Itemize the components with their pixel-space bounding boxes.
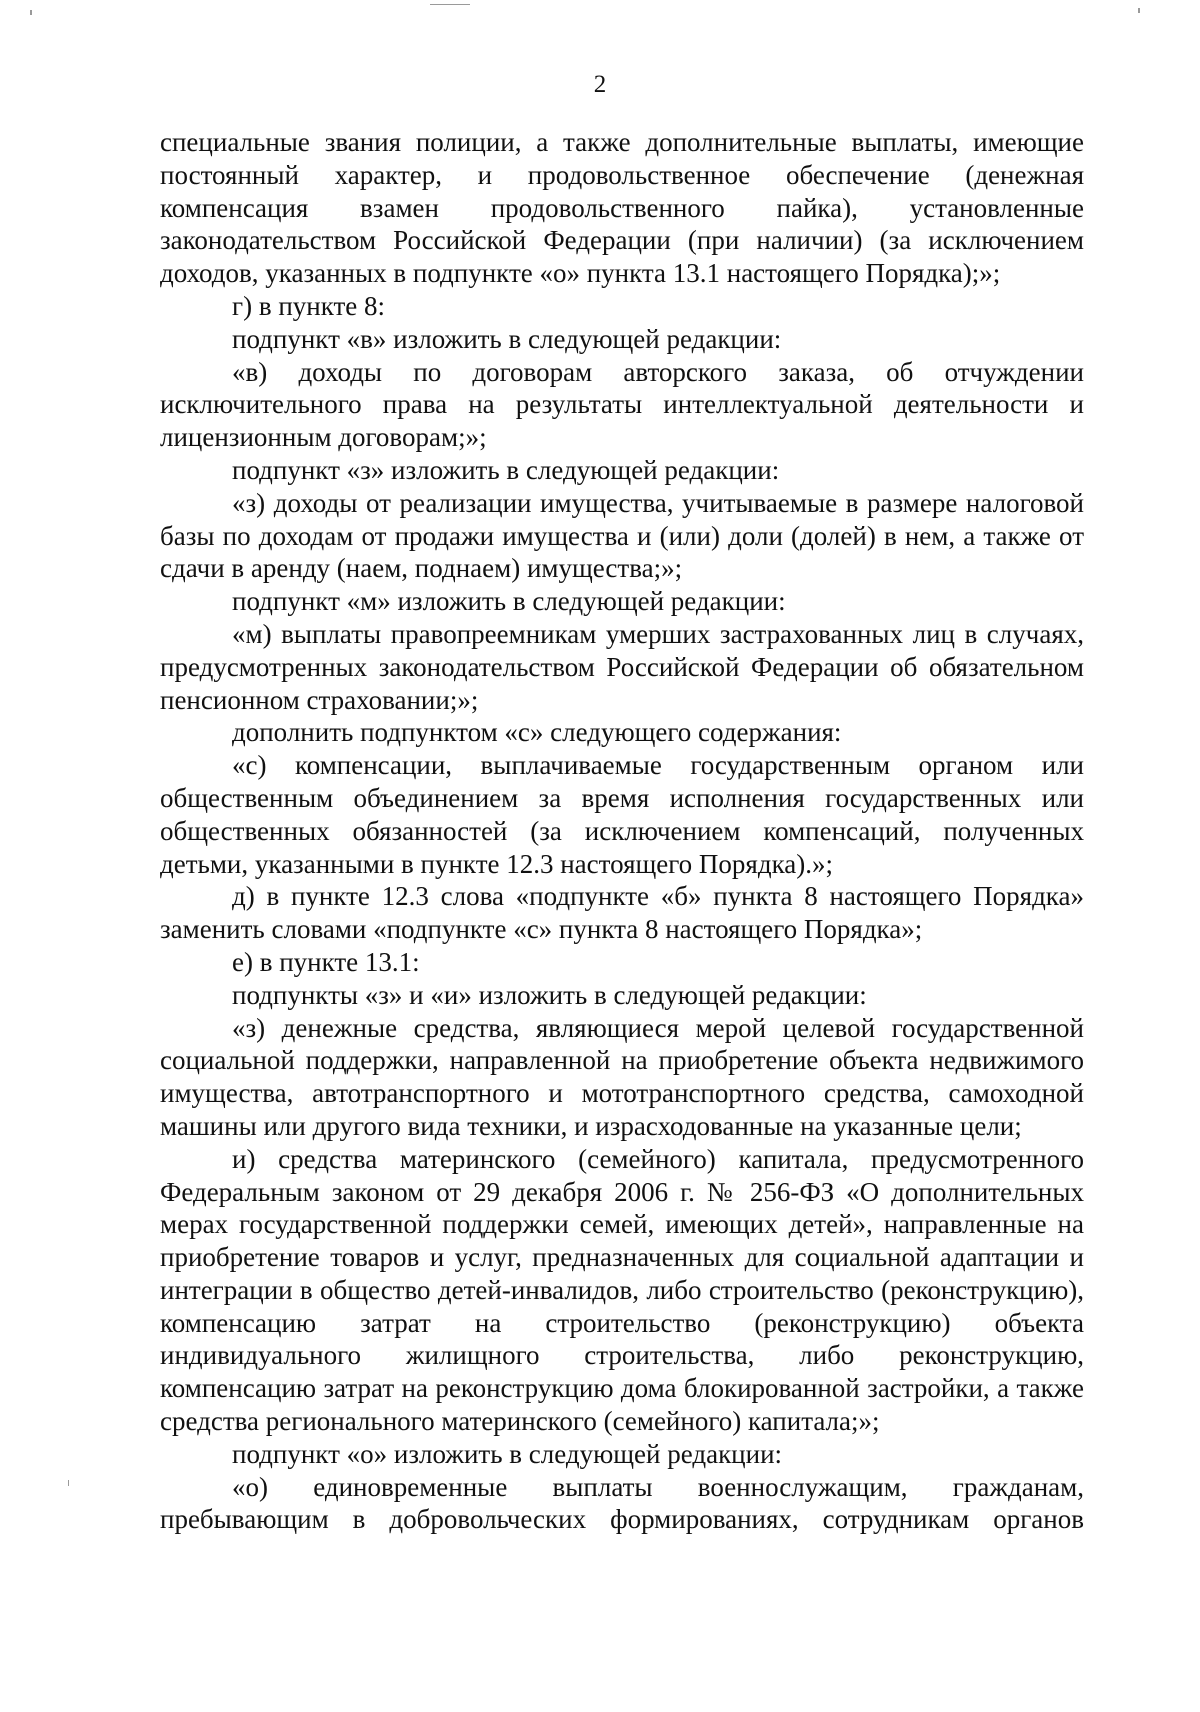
paragraph: подпункт «о» изложить в следующей редакции: — [232, 1438, 783, 1469]
paragraph: дополнить подпунктом «с» следующего содержания: — [232, 717, 842, 748]
paragraph: «з) доходы от реализации имущества, учитываемые в размере налоговой базы по доходам от продажи имущества и (или) доли (долей) в нем, а также от сдачи в аренду (наем, поднаем) имущества;»; — [160, 487, 1084, 584]
scan-speck — [1138, 8, 1140, 13]
scan-speck — [30, 10, 32, 15]
paragraph: «з) денежные средства, являющиеся мерой целевой государственной социальной поддержки, направленной на приобретение объекта недвижимого имущества, автотранспортного и мототранспортного средства, самоходной машины или другого вида техники, и израсходованные на указанные цели; — [160, 1012, 1084, 1141]
paragraph: подпункт «в» изложить в следующей редакции: — [232, 323, 782, 354]
paragraph: «в) доходы по договорам авторского заказа, об отчуждении исключительного права на результаты интеллектуальной деятельности и лицензионным договорам;»; — [160, 356, 1084, 453]
paragraph: «о) единовременные выплаты военнослужащим, гражданам, пребывающим в добровольческих формированиях, сотрудникам органов — [160, 1471, 1084, 1535]
paragraph: подпункты «з» и «и» изложить в следующей редакции: — [232, 979, 867, 1010]
paragraph: е) в пункте 13.1: — [232, 946, 420, 977]
paragraph: д) в пункте 12.3 слова «подпункте «б» пункта 8 настоящего Порядка» заменить словами «подпункте «с» пункта 8 настоящего Порядка»; — [160, 881, 1084, 945]
paragraph: «с) компенсации, выплачиваемые государственным органом или общественным объединением за время исполнения государственных или общественных обязанностей (за исключением компенсаций, полученных детьми, указанными в пункте 12.3 настоящего Порядка).»; — [160, 750, 1084, 879]
paragraph: подпункт «м» изложить в следующей редакции: — [232, 586, 786, 617]
paragraph: подпункт «з» изложить в следующей редакции: — [232, 454, 780, 485]
scan-speck — [68, 1480, 69, 1486]
paragraph: и) средства материнского (семейного) капитала, предусмотренного Федеральным законом от 29 декабря 2006 г. № 256-ФЗ «О дополнительных мерах государственной поддержки семей, имеющих детей», направленные на приобретение товаров и услуг, предназначенных для социальной адаптации и интеграции в общество детей-инвалидов, либо строительство (реконструкцию), компенсацию затрат на строительство (реконструкцию) объекта индивидуального жилищного строительства, либо реконструкцию, компенсацию затрат на реконструкцию дома блокированной застройки, а также средства регионального материнского (семейного) капитала;»; — [160, 1143, 1084, 1437]
paragraph: «м) выплаты правопреемникам умерших застрахованных лиц в случаях, предусмотренных законодательством Российской Федерации об обязательном пенсионном страховании;»; — [160, 618, 1084, 715]
paragraph: специальные звания полиции, а также дополнительные выплаты, имеющие постоянный характер, и продовольственное обеспечение (денежная компенсация взамен продовольственного пайка), установленные законодательством Российской Федерации (при наличии) (за исключением доходов, указанных в подпункте «о» пункта 13.1 настоящего Порядка);»; — [160, 127, 1084, 289]
scan-speck — [430, 4, 470, 5]
document-body — [160, 126, 1084, 1536]
paragraph: г) в пункте 8: — [232, 290, 386, 321]
page-number: 2 — [593, 71, 607, 98]
